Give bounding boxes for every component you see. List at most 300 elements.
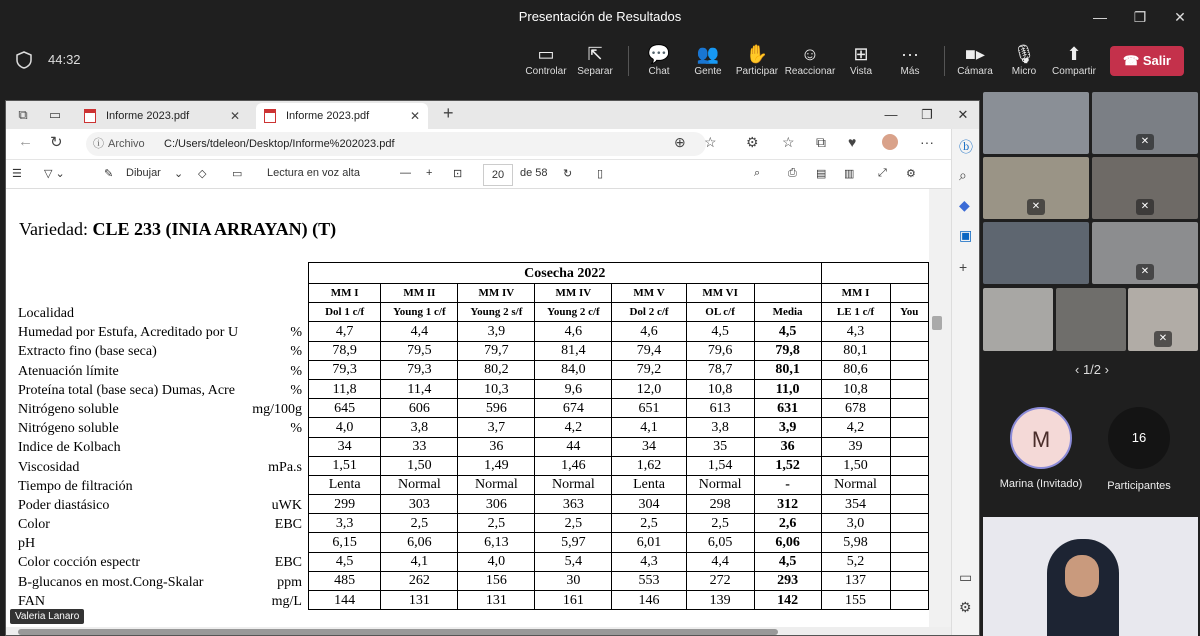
table-row [309, 475, 929, 494]
table-row [309, 341, 929, 360]
value-cell: 144 [309, 591, 381, 610]
parameter-unit: % [290, 421, 302, 437]
parameter-row [18, 381, 302, 400]
value-cell: 2,5 [458, 514, 535, 533]
chat-icon: 💬 [647, 44, 671, 64]
sidebar-toggle-icon[interactable]: ▭ [959, 569, 973, 585]
page-number-input[interactable] [483, 164, 513, 186]
mic-off-icon: ✕ [1136, 264, 1154, 280]
parameter-name: Indice de Kolbach [18, 440, 121, 456]
value-cell: 4,4 [381, 322, 458, 341]
participant-video[interactable] [1092, 157, 1198, 219]
table-row [309, 418, 929, 437]
favorite-icon[interactable]: ☆ [704, 134, 717, 150]
back-icon[interactable]: ← [18, 133, 33, 150]
participant-name: Marina (Invitado) [999, 478, 1083, 490]
table-row [309, 437, 929, 456]
browser-window-controls [873, 101, 980, 129]
separar-label: Separar [577, 66, 613, 77]
value-cell: 553 [612, 571, 686, 590]
camara-label: Cámara [957, 66, 993, 77]
table-row [309, 456, 929, 475]
table-row [309, 552, 929, 571]
value-cell: 606 [381, 399, 458, 418]
value-cell [890, 475, 929, 494]
parameter-unit: mg/100g [252, 401, 302, 417]
vista-label: Vista [849, 66, 873, 77]
parameter-row [18, 342, 302, 361]
info-icon: ⓘ [93, 138, 104, 150]
parameter-unit: % [290, 344, 302, 360]
value-cell: 363 [535, 495, 612, 514]
locality-label: Localidad [18, 306, 74, 321]
reaccionar-label: Reaccionar [784, 66, 836, 77]
meeting-title-bar [0, 0, 1200, 34]
bing-icon[interactable]: ⓑ [959, 139, 973, 155]
tab-informe-2[interactable] [256, 103, 428, 129]
value-cell: Normal [535, 475, 612, 494]
parameter-unit: % [290, 325, 302, 341]
minimize-button[interactable]: — [1093, 9, 1107, 25]
mean-cell: 80,1 [754, 360, 821, 379]
draw-icon[interactable]: ✎ [104, 168, 114, 180]
participant-video[interactable] [983, 288, 1053, 351]
meeting-toolbar [0, 34, 1200, 92]
next-harvest-header [821, 263, 928, 284]
fit-icon[interactable]: ⊡ [453, 168, 463, 180]
page-view-icon[interactable]: ▯ [597, 168, 604, 180]
value-cell [890, 533, 929, 552]
value-cell: 4,0 [458, 552, 535, 571]
performance-icon[interactable]: ♥ [848, 134, 857, 150]
value-cell: 12,0 [612, 379, 686, 398]
value-cell: 4,0 [309, 418, 381, 437]
parameter-row [18, 419, 302, 438]
minimize-button[interactable]: — [884, 107, 898, 122]
table-row [309, 591, 929, 610]
results-table [308, 262, 929, 610]
value-cell: 2,5 [686, 514, 754, 533]
browser-sidebar [951, 129, 980, 636]
phone-icon: ☎ [1123, 53, 1143, 68]
value-cell: 6,06 [381, 533, 458, 552]
parameter-name: Nitrógeno soluble [18, 401, 119, 417]
table-row [309, 571, 929, 590]
parameter-labels [18, 304, 302, 611]
favorites-icon[interactable]: ☆ [782, 134, 795, 150]
parameter-unit: mg/L [271, 593, 302, 609]
contents-icon[interactable]: ☰ [12, 168, 22, 180]
parameter-row [18, 458, 302, 477]
zoom-out-icon[interactable]: — [400, 167, 411, 179]
tab-informe-1[interactable] [76, 103, 248, 129]
value-cell: 35 [686, 437, 754, 456]
pdf-icon [84, 109, 96, 123]
meeting-timer: 44:32 [48, 52, 81, 67]
parameter-name: Atenuación límite [18, 363, 119, 379]
parameter-name: B-glucanos en most.Cong-Skalar [18, 574, 204, 590]
value-cell [890, 360, 929, 379]
value-cell: 3,9 [458, 322, 535, 341]
mic-off-icon: ✕ [1136, 199, 1154, 215]
parameter-name: Extracto fino (base seca) [18, 344, 157, 360]
extensions-icon[interactable]: ⚙ [746, 134, 759, 150]
smiley-icon: ☺ [800, 44, 820, 64]
shield-icon [16, 51, 32, 69]
value-cell: 1,62 [612, 456, 686, 475]
value-cell: 4,5 [686, 322, 754, 341]
value-cell [890, 456, 929, 475]
column-header: MM II [381, 284, 458, 303]
page-indicator: 1/2 [1082, 362, 1102, 377]
parameter-name: Proteína total (base seca) Dumas, Acre [18, 382, 235, 398]
mean-cell: 142 [754, 591, 821, 610]
refresh-icon[interactable]: ↻ [50, 134, 63, 151]
games-icon[interactable]: ◆ [959, 197, 970, 213]
value-cell: 4,2 [821, 418, 890, 437]
value-cell: 303 [381, 495, 458, 514]
column-header [754, 284, 821, 303]
value-cell: 304 [612, 495, 686, 514]
value-cell [890, 571, 929, 590]
mas-button[interactable] [880, 42, 940, 77]
tab-actions-icon[interactable]: ▭ [48, 107, 62, 122]
search-icon[interactable]: ⌕ [754, 167, 761, 179]
raise-hand-icon: ✋ [745, 44, 769, 64]
value-cell: 6,05 [686, 533, 754, 552]
url-text: C:/Users/tdeleon/Desktop/Informe%202023.pdf [164, 138, 395, 150]
column-header-row [309, 303, 929, 322]
value-cell: 299 [309, 495, 381, 514]
value-cell: 84,0 [535, 360, 612, 379]
presenter-name-badge: Valeria Lanaro [10, 609, 84, 624]
parameter-name: Tiempo de filtración [18, 478, 133, 494]
participant-video[interactable] [983, 92, 1089, 154]
variety-name: CLE 233 (INIA ARRAYAN) (T) [92, 219, 337, 239]
mean-cell: 312 [754, 495, 821, 514]
page-total: de 58 [520, 167, 548, 179]
value-cell: 5,98 [821, 533, 890, 552]
parameter-unit: EBC [274, 555, 302, 571]
popout-icon: ⇱ [587, 44, 603, 64]
value-cell: Normal [821, 475, 890, 494]
parameter-row [18, 323, 302, 342]
value-cell: 2,5 [535, 514, 612, 533]
value-cell: 645 [309, 399, 381, 418]
value-cell: 80,6 [821, 360, 890, 379]
pdf-page [6, 189, 929, 636]
parameter-unit: mPa.s [268, 459, 302, 475]
draw-label[interactable]: Dibujar [126, 167, 161, 179]
maximize-button[interactable]: ❐ [1133, 9, 1147, 25]
value-cell: 4,2 [535, 418, 612, 437]
column-header: OL c/f [686, 303, 754, 322]
more-icon[interactable]: ··· [920, 134, 934, 150]
value-cell: 354 [821, 495, 890, 514]
add-icon[interactable]: + [959, 259, 968, 275]
rotate-icon[interactable]: ↻ [563, 168, 573, 180]
value-cell: 1,49 [458, 456, 535, 475]
column-header: MM V [612, 284, 686, 303]
column-header: Media [754, 303, 821, 322]
value-cell: 4,3 [821, 322, 890, 341]
parameter-name: Color cocción espectr [18, 555, 141, 571]
value-cell: 3,0 [821, 514, 890, 533]
mean-cell: 1,52 [754, 456, 821, 475]
url-field[interactable] [86, 132, 706, 156]
file-scheme-label: Archivo [108, 138, 145, 150]
parameter-unit: EBC [274, 517, 302, 533]
parameter-unit: ppm [277, 574, 302, 590]
mic-off-icon: ✕ [1136, 134, 1154, 150]
parameter-row [18, 515, 302, 534]
column-header: Young 2 s/f [458, 303, 535, 322]
expand-icon[interactable]: ⤢ [878, 167, 887, 179]
value-cell: 79,5 [381, 341, 458, 360]
separar-button[interactable] [565, 42, 625, 77]
value-cell: 5,2 [821, 552, 890, 571]
value-cell: 3,8 [686, 418, 754, 437]
value-cell: 44 [535, 437, 612, 456]
parameter-row [18, 400, 302, 419]
value-cell: 4,6 [535, 322, 612, 341]
value-cell: 6,01 [612, 533, 686, 552]
value-cell: 3,8 [381, 418, 458, 437]
participar-button[interactable] [727, 42, 787, 77]
leave-label: Salir [1142, 53, 1171, 68]
value-cell: 6,15 [309, 533, 381, 552]
close-button[interactable]: ✕ [957, 107, 969, 122]
value-cell: 79,6 [686, 341, 754, 360]
value-cell: 678 [821, 399, 890, 418]
column-header: Dol 1 c/f [309, 303, 381, 322]
value-cell [890, 495, 929, 514]
participant-video[interactable] [1092, 222, 1198, 284]
mean-cell: 293 [754, 571, 821, 590]
value-cell: Normal [458, 475, 535, 494]
search-icon[interactable]: ⌕ [959, 167, 967, 183]
mean-cell: 79,8 [754, 341, 821, 360]
value-cell: 2,5 [612, 514, 686, 533]
value-cell [890, 591, 929, 610]
value-cell: 1,50 [381, 456, 458, 475]
value-cell: 155 [821, 591, 890, 610]
value-cell: 4,1 [612, 418, 686, 437]
micro-label: Micro [1011, 66, 1037, 77]
value-cell: 9,6 [535, 379, 612, 398]
value-cell [890, 552, 929, 571]
value-cell: 2,5 [381, 514, 458, 533]
mic-off-icon: ✕ [1027, 199, 1045, 215]
value-cell: 161 [535, 591, 612, 610]
mic-off-icon: ✕ [1154, 331, 1172, 347]
value-cell: 651 [612, 399, 686, 418]
profile-avatar[interactable] [882, 134, 898, 150]
column-header: Young 2 c/f [535, 303, 612, 322]
parameter-name: Viscosidad [18, 459, 80, 475]
presenter-video[interactable] [983, 517, 1198, 636]
table-row [309, 533, 929, 552]
value-cell: 79,7 [458, 341, 535, 360]
value-cell: 34 [612, 437, 686, 456]
highlight-icon[interactable]: ▽ ⌄ [44, 168, 65, 180]
parameter-name: Humedad por Estufa, Acreditado por U [18, 325, 239, 341]
value-cell: 5,4 [535, 552, 612, 571]
value-cell [890, 514, 929, 533]
value-cell: 11,8 [309, 379, 381, 398]
value-cell: 30 [535, 571, 612, 590]
value-cell: 1,51 [309, 456, 381, 475]
value-cell: 1,46 [535, 456, 612, 475]
participant-video[interactable] [1128, 288, 1198, 351]
column-header: MM IV [458, 284, 535, 303]
table-row [309, 360, 929, 379]
mean-cell: 631 [754, 399, 821, 418]
value-cell: 3,7 [458, 418, 535, 437]
collections-icon[interactable]: ⧉ [816, 134, 826, 150]
save-as-icon[interactable]: ▥ [844, 168, 855, 180]
save-icon[interactable]: ▤ [816, 168, 827, 180]
participant-count-badge[interactable]: 16 [1108, 407, 1170, 469]
participant-video[interactable] [1056, 288, 1126, 351]
value-cell: 6,13 [458, 533, 535, 552]
parameter-row [18, 477, 302, 496]
parameter-row [18, 438, 302, 457]
presenter-face [1065, 555, 1099, 597]
participant-video[interactable] [983, 157, 1089, 219]
eraser-icon[interactable]: ◇ [198, 168, 207, 180]
workspaces-icon[interactable]: ⧉ [18, 107, 28, 122]
meeting-title: Presentación de Resultados [518, 9, 682, 24]
mean-cell: 4,5 [754, 322, 821, 341]
shared-browser-window [5, 100, 980, 636]
tab-label: Informe 2023.pdf [106, 110, 190, 122]
value-cell: 131 [381, 591, 458, 610]
column-header: LE 1 c/f [821, 303, 890, 322]
value-cell: 4,7 [309, 322, 381, 341]
parameter-row [18, 553, 302, 572]
camera-icon: ■▸ [965, 44, 985, 64]
avatar[interactable]: M [1010, 407, 1072, 469]
chevron-down-icon[interactable]: ⌄ [174, 168, 184, 180]
mean-cell: 3,9 [754, 418, 821, 437]
compartir-button[interactable] [1044, 42, 1104, 77]
mean-cell: 2,6 [754, 514, 821, 533]
value-cell: 4,6 [612, 322, 686, 341]
value-cell: 10,8 [821, 379, 890, 398]
column-header [890, 284, 929, 303]
value-cell: 596 [458, 399, 535, 418]
window-controls [1080, 0, 1200, 34]
mean-cell: 6,06 [754, 533, 821, 552]
parameter-name: Poder diastásico [18, 497, 110, 513]
parameter-name: FAN [18, 593, 45, 609]
mean-cell: 4,5 [754, 552, 821, 571]
close-tab-icon[interactable]: ✕ [409, 109, 420, 123]
microphone-icon: 🎙 [1012, 44, 1036, 64]
table-row [309, 514, 929, 533]
pdf-toolbar [6, 159, 951, 189]
chevron-left-icon[interactable]: ‹ [1075, 362, 1083, 377]
parameter-row [18, 573, 302, 592]
participant-video[interactable] [1092, 92, 1198, 154]
harvest-header: Cosecha 2022 [309, 263, 822, 284]
gente-label: Gente [694, 66, 722, 77]
chat-label: Chat [648, 66, 670, 77]
zoom-in-icon[interactable]: + [426, 167, 433, 179]
value-cell: 4,1 [381, 552, 458, 571]
value-cell: 79,4 [612, 341, 686, 360]
column-header-row [309, 284, 929, 303]
value-cell: 137 [821, 571, 890, 590]
value-cell: 81,4 [535, 341, 612, 360]
value-cell: 1,50 [821, 456, 890, 475]
settings-icon[interactable]: ⚙ [959, 599, 972, 615]
scroll-thumb[interactable] [932, 316, 942, 330]
participants-label: Participantes [1107, 480, 1171, 492]
horizontal-scrollbar[interactable] [6, 627, 951, 636]
outlook-icon[interactable]: ▣ [959, 227, 973, 243]
close-tab-icon[interactable]: ✕ [229, 109, 240, 123]
column-header: You [890, 303, 929, 322]
value-cell: 78,9 [309, 341, 381, 360]
value-cell: 78,7 [686, 360, 754, 379]
tab-strip [6, 101, 980, 129]
variety-label: Variedad: [19, 219, 88, 239]
mas-label: Más [900, 66, 920, 77]
vertical-scrollbar[interactable] [929, 189, 951, 636]
text-icon[interactable]: ▭ [232, 168, 243, 180]
zoom-icon[interactable]: ⊕ [674, 134, 686, 150]
table-row [309, 322, 929, 341]
controlar-label: Controlar [525, 66, 567, 77]
column-header: Dol 2 c/f [612, 303, 686, 322]
compartir-label: Compartir [1052, 66, 1096, 77]
value-cell: 4,4 [686, 552, 754, 571]
value-cell: 10,3 [458, 379, 535, 398]
restore-button[interactable]: ❐ [921, 107, 933, 122]
participant-video[interactable] [983, 222, 1089, 284]
value-cell: 39 [821, 437, 890, 456]
mean-cell: 36 [754, 437, 821, 456]
new-tab-button[interactable]: + [443, 103, 454, 123]
value-cell [890, 437, 929, 456]
table-row [309, 379, 929, 398]
pdf-icon [264, 109, 276, 123]
read-aloud-button[interactable]: Lectura en voz alta [267, 167, 360, 179]
value-cell: Lenta [309, 475, 381, 494]
value-cell: 5,97 [535, 533, 612, 552]
print-icon[interactable]: ⎙ [788, 167, 797, 179]
value-cell: Normal [686, 475, 754, 494]
leave-button[interactable] [1110, 46, 1184, 76]
gallery-pager [1062, 362, 1122, 377]
scroll-thumb[interactable] [18, 629, 778, 635]
value-cell: 156 [458, 571, 535, 590]
value-cell: 146 [612, 591, 686, 610]
column-header: Young 1 c/f [381, 303, 458, 322]
value-cell [890, 322, 929, 341]
value-cell: 674 [535, 399, 612, 418]
chevron-right-icon[interactable]: › [1101, 362, 1109, 377]
column-header: MM I [821, 284, 890, 303]
settings-icon[interactable]: ⚙ [906, 168, 916, 180]
value-cell: 34 [309, 437, 381, 456]
address-bar [6, 129, 980, 159]
close-button[interactable]: ✕ [1174, 9, 1186, 25]
table-row [309, 495, 929, 514]
value-cell: 3,3 [309, 514, 381, 533]
